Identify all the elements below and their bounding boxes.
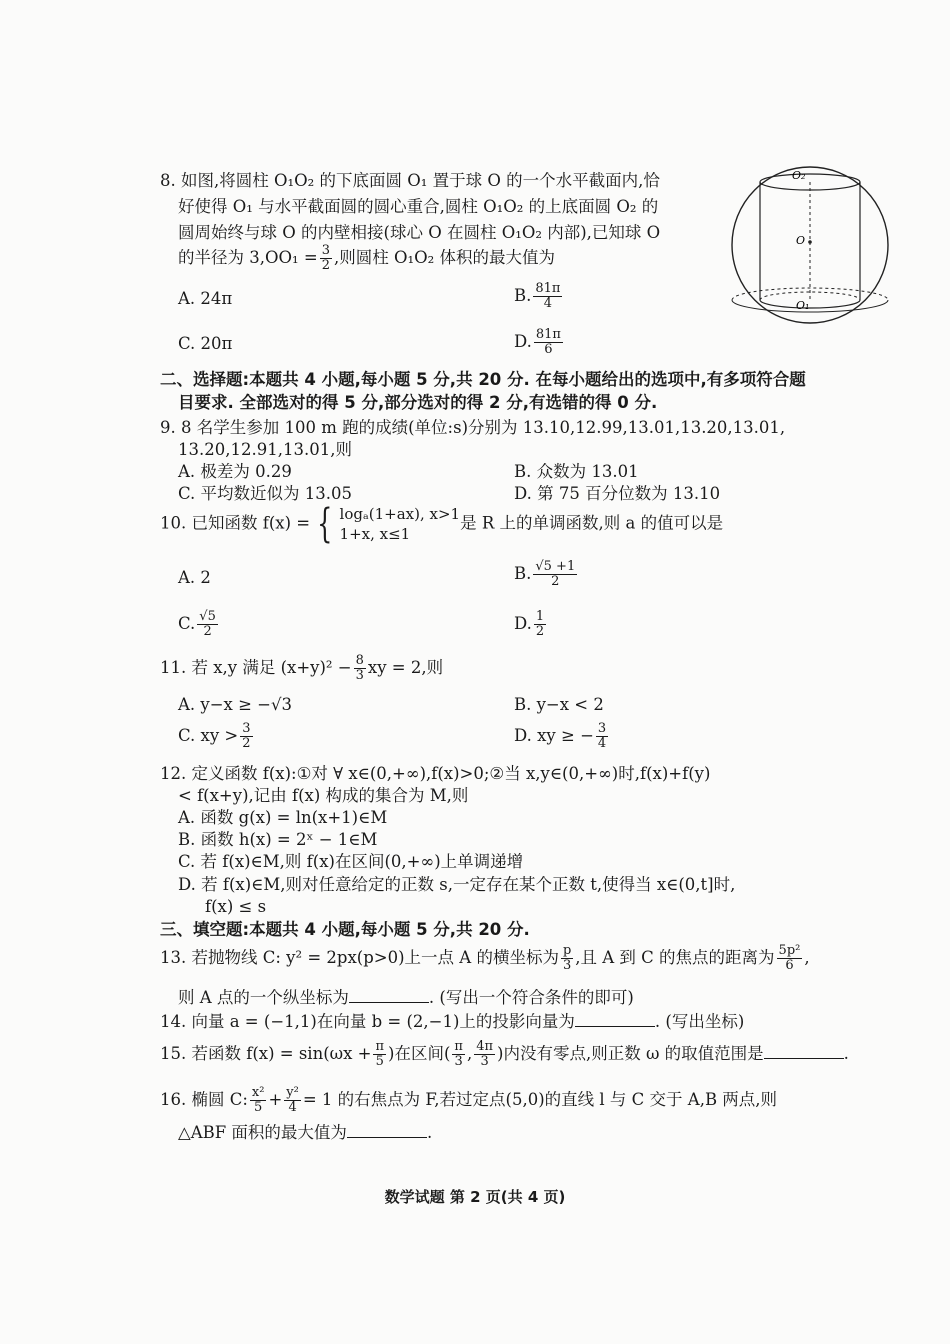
q14-stem: 14. 向量 a = (−1,1)在向量 b = (2,−1)上的投影向量为 . (写出坐标) <box>160 1012 745 1031</box>
fig-label-o2: O₂ <box>792 169 806 182</box>
q13-line2: 则 A 点的一个纵坐标为 . (写出一个符合条件的即可) <box>178 988 634 1007</box>
q11-option-d: D. xy ≥ − $\frac{3}{4}$ <box>514 721 607 751</box>
q8-option-d: D. $\frac{81\pi}{6}$ <box>514 327 561 357</box>
q14-answer-blank[interactable] <box>575 1012 655 1027</box>
q12-option-d-line2: f(x) ≤ s <box>205 897 267 916</box>
q8-option-b: B. $\frac{81\pi}{4}$ <box>514 281 561 311</box>
q16-line2: △ABF 面积的最大值为 . <box>178 1123 433 1142</box>
q10-option-c: C. $\frac{√5}{2}$ <box>178 609 216 639</box>
q8-line1: 8. 如图,将圆柱 O₁O₂ 的下底面圆 O₁ 置于球 O 的一个水平截面内,恰 <box>160 171 660 190</box>
section2-heading-line2: 目要求. 全部选对的得 5 分,部分选对的得 2 分,有选错的得 0 分. <box>178 393 658 412</box>
q8-line2: 好使得 O₁ 与水平截面圆的圆心重合,圆柱 O₁O₂ 的上底面圆 O₂ 的 <box>178 197 659 216</box>
q8-option-a: A. 24π <box>178 289 233 308</box>
q16-line1: 16. 椭圆 C: $\frac{\text{x²}}{5}$ + $\frac{\text{y²}}{4}$ = 1 的右焦点为 F,若过定点(5,0)的直线 l 与 C 交于 A,B 两点,则 <box>160 1085 778 1115</box>
q12-line2: < f(x+y),记由 f(x) 构成的集合为 M,则 <box>178 786 469 805</box>
q9-option-c: C. 平均数近似为 13.05 <box>178 484 353 503</box>
q16-answer-blank[interactable] <box>347 1123 427 1138</box>
sphere-cylinder-figure <box>730 160 890 330</box>
q8-line4: 的半径为 3,OO₁ = $\frac{3}{2}$ ,则圆柱 O₁O₂ 体积的最大值为 <box>178 243 556 273</box>
q11-stem: 11. 若 x,y 满足 (x+y)² − $\frac{8}{3}$ xy = 2,则 <box>160 653 444 683</box>
q11-option-c: C. xy > $\frac{3}{2}$ <box>178 721 251 751</box>
section2-heading-line1: 二、选择题:本题共 4 小题,每小题 5 分,共 20 分. 在每小题给出的选项中,有多项符合题 <box>160 370 806 389</box>
q9-option-d: D. 第 75 百分位数为 13.10 <box>514 484 721 503</box>
q11-option-b: B. y−x < 2 <box>514 695 604 714</box>
q12-option-a: A. 函数 g(x) = ln(x+1)∈M <box>178 808 388 827</box>
q10-stem: 10. 已知函数 f(x) = { logₐ(1+ax), x>1 1+x, x≤1 是 R 上的单调函数,则 a 的值可以是 <box>160 501 724 547</box>
q12-option-b: B. 函数 h(x) = 2ˣ − 1∈M <box>178 830 378 849</box>
q12-option-d-line1: D. 若 f(x)∈M,则对任意给定的正数 s,一定存在某个正数 t,使得当 x∈(0,t]时, <box>178 875 736 894</box>
q9-option-a: A. 极差为 0.29 <box>178 462 292 481</box>
fig-label-o1: O₁ <box>796 299 810 312</box>
q9-line2: 13.20,12.91,13.01,则 <box>178 440 352 459</box>
q9-option-b: B. 众数为 13.01 <box>514 462 639 481</box>
q10-option-d: D. $\frac{1}{2}$ <box>514 609 545 639</box>
q12-line1: 12. 定义函数 f(x):①对 ∀ x∈(0,+∞),f(x)>0;②当 x,y∈(0,+∞)时,f(x)+f(y) <box>160 764 711 783</box>
q15-stem: 15. 若函数 f(x) = sin(ωx + $\frac{\pi}{5}$ )在区间( $\frac{\pi}{3}$ , $\frac{4\pi}{3}$ )内没有零点,则正数 ω 的取值范围是 . <box>160 1039 849 1069</box>
page-footer: 数学试题 第 2 页(共 4 页) <box>384 1188 566 1206</box>
q11-option-a: A. y−x ≥ −√3 <box>178 695 293 714</box>
q13-answer-blank[interactable] <box>349 988 429 1003</box>
q8-option-c: C. 20π <box>178 334 233 353</box>
q8-line3: 圆周始终与球 O 的内壁相接(球心 O 在圆柱 O₁O₂ 内部),已知球 O <box>178 223 661 242</box>
q12-option-c: C. 若 f(x)∈M,则 f(x)在区间(0,+∞)上单调递增 <box>178 852 524 871</box>
q9-line1: 9. 8 名学生参加 100 m 跑的成绩(单位:s)分别为 13.10,12.99,13.01,13.20,13.01, <box>160 418 786 437</box>
q10-option-b: B. $\frac{√5 +1}{2}$ <box>514 559 576 589</box>
q15-answer-blank[interactable] <box>764 1044 844 1059</box>
section3-heading: 三、填空题:本题共 4 小题,每小题 5 分,共 20 分. <box>160 920 530 939</box>
q10-option-a: A. 2 <box>178 568 211 587</box>
fig-label-o: O <box>796 234 806 247</box>
q13-line1: 13. 若抛物线 C: y² = 2px(p>0)上一点 A 的横坐标为 $\frac{p}{3}$ ,且 A 到 C 的焦点的距离为 $\frac{\text{5p²}}{6}$ , <box>160 943 810 973</box>
